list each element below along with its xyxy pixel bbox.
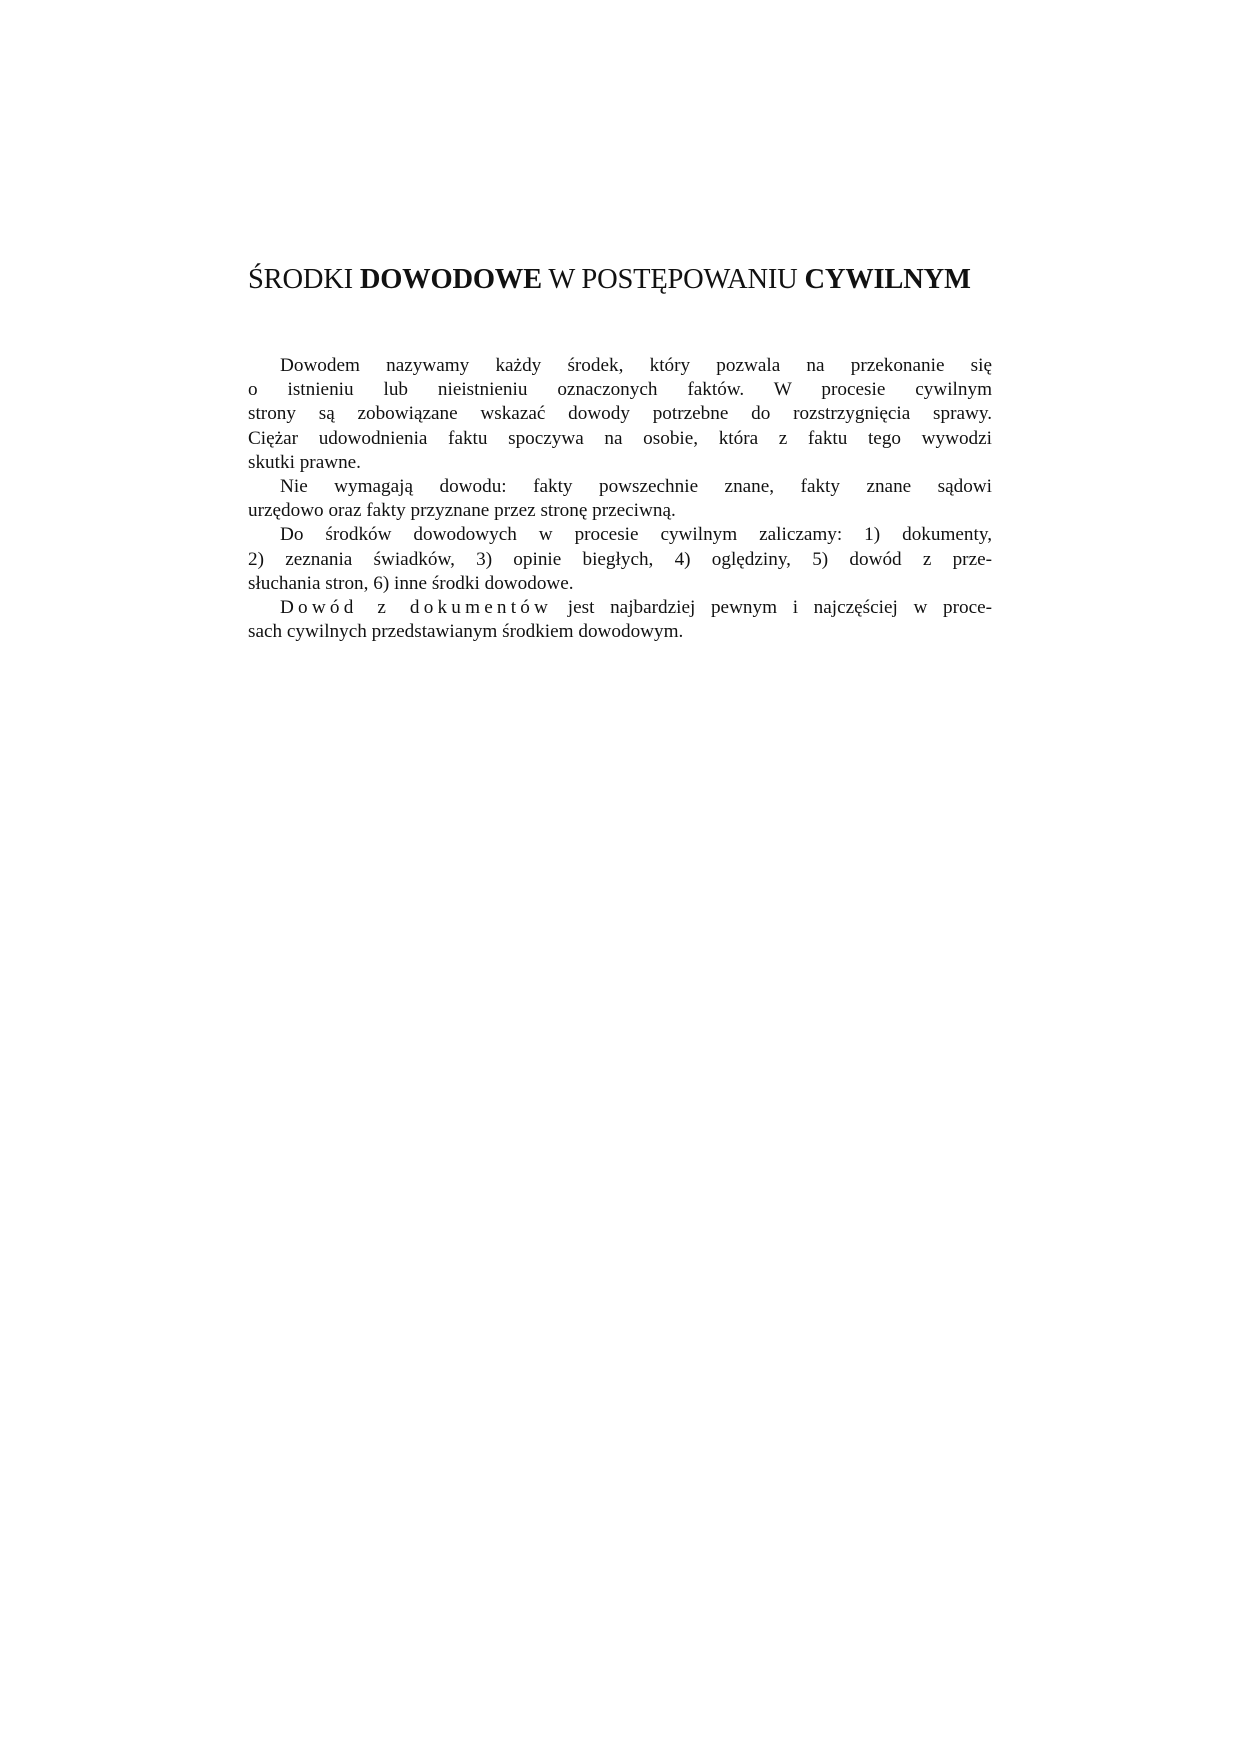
text-line: Nie wymagają dowodu: fakty powszechnie znane, fakty znane sądowi — [280, 475, 992, 497]
document-body — [248, 354, 992, 644]
text-line — [248, 596, 992, 620]
spaced-emphasis: Dowód z dokumentów — [280, 596, 553, 618]
text-line: sach cywilnych przedstawianym środkiem dowodowym. — [248, 621, 684, 643]
text-line: Ciężar udowodnienia faktu spoczywa na osobie, która z faktu tego wywodzi — [248, 427, 992, 449]
text-line-continuation: jest najbardziej pewnym i najczęściej w proce- — [552, 596, 992, 618]
document-title — [248, 262, 1008, 298]
text-line: 2) zeznania świadków, 3) opinie biegłych, 4) oględziny, 5) dowód z prze- — [248, 548, 992, 570]
title-part-w-postepowaniu: W POSTĘPOWANIU — [541, 264, 805, 295]
paragraph-facts-not-requiring-proof — [248, 475, 992, 523]
text-line: o istnieniu lub nieistnieniu oznaczonych faktów. W procesie cywilnym — [248, 379, 992, 401]
paragraph-documentary-evidence — [248, 596, 992, 644]
text-line: skutki prawne. — [248, 451, 361, 473]
text-line: słuchania stron, 6) inne środki dowodowe. — [248, 572, 574, 594]
text-line: Do środków dowodowych w procesie cywilnym zaliczamy: 1) dokumenty, — [280, 524, 992, 546]
title-part-dowodowe: DOWODOWE — [359, 264, 542, 295]
paragraph-definition — [248, 354, 992, 475]
text-line: urzędowo oraz fakty przyznane przez stronę przeciwną. — [248, 500, 676, 522]
text-line: strony są zobowiązane wskazać dowody potrzebne do rozstrzygnięcia sprawy. — [248, 403, 992, 425]
paragraph-types-of-evidence — [248, 523, 992, 596]
title-part-cywilnym: CYWILNYM — [804, 264, 971, 295]
text-line: Dowodem nazywamy każdy środek, który pozwala na przekonanie się — [280, 355, 992, 376]
title-part-srodki: ŚRODKI — [248, 264, 360, 295]
